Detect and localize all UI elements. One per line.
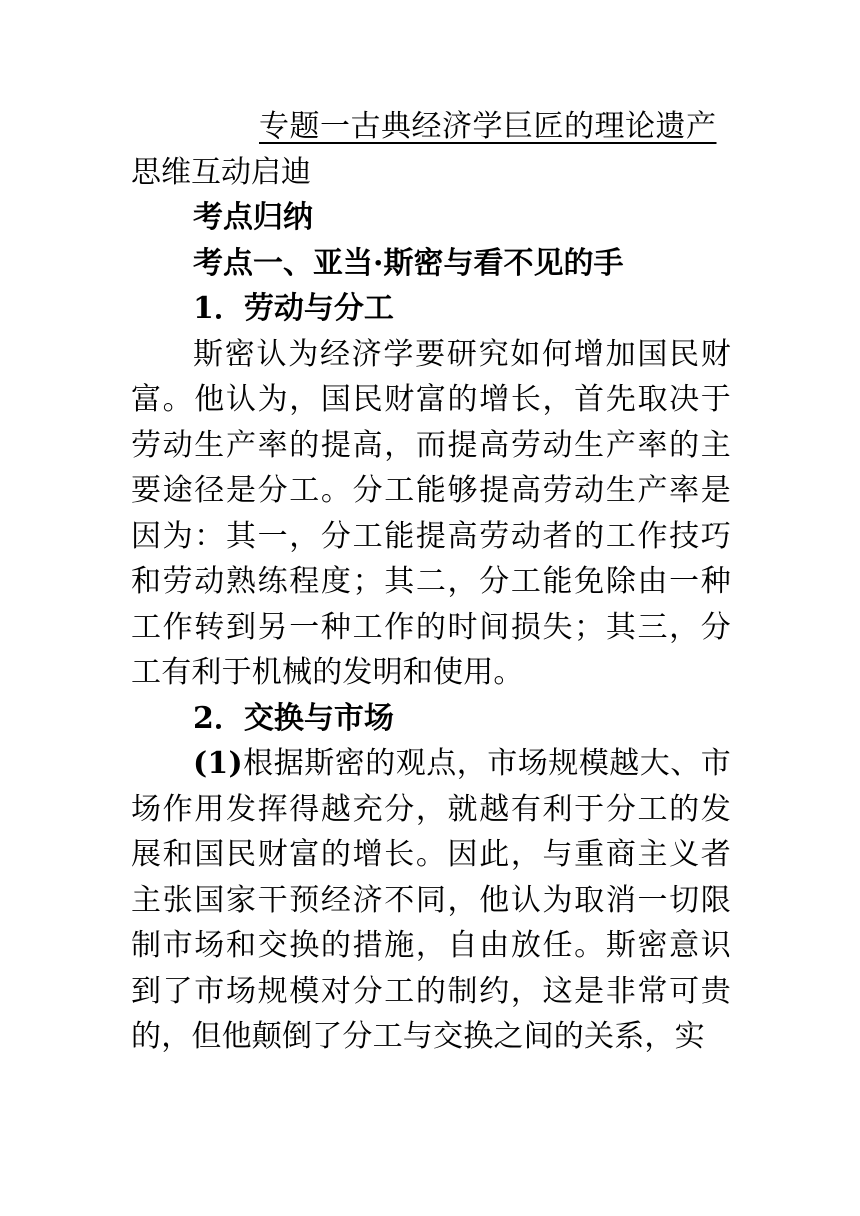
document-page: [131, 104, 731, 1060]
paragraph-labor-division: 斯密认为经济学要研究如何增加国民财富。他认为，国民财富的增长，首先取决于劳动生产率的提高，而提高劳动生产率的主要途径是分工。分工能够提高劳动生产率是因为：其一，分工能提高劳动者的工作技巧和劳动熟练程度；其二，分工能免除由一种工作转到另一种工作的时间损失；其三，分工有利于机械的发明和使用。: [131, 336, 731, 690]
paragraph-exchange-text: 根据斯密的观点，市场规模越大、市场作用发挥得越充分，就越有利于分工的发展和国民财富的增长。因此，与重商主义者主张国家干预经济不同，他认为取消一切限制市场和交换的措施，自由放任。斯密意识到了市场规模对分工的制约，这是非常可贵的，但他颠倒了分工与交换之间的关系，实: [131, 746, 731, 1054]
document-title: 专题一古典经济学巨匠的理论遗产: [259, 109, 717, 144]
section-two-heading: 2．交换与市场: [193, 700, 394, 736]
section-one-heading: 1．劳动与分工: [193, 291, 394, 326]
paragraph-exchange-market: [131, 741, 731, 1060]
document-subtitle: 思维互动启迪: [131, 154, 311, 190]
paragraph-marker: (1): [193, 746, 243, 781]
point-one-heading: 考点一、亚当·斯密与看不见的手: [193, 245, 624, 281]
summary-heading: 考点归纳: [193, 200, 313, 235]
